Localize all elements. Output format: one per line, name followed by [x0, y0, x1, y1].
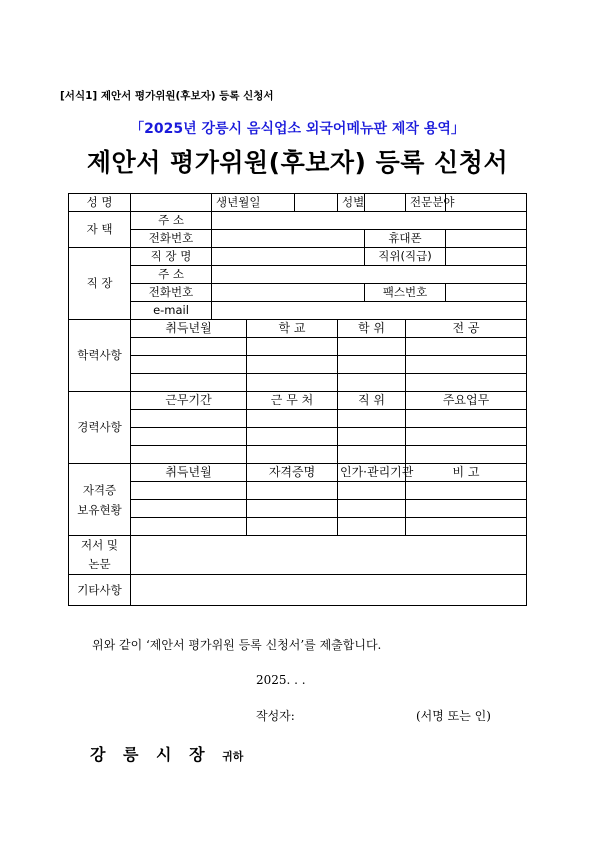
education-header: 학 교	[247, 320, 338, 338]
date-line: 2025. . .	[256, 673, 306, 687]
education-header: 전 공	[406, 320, 527, 338]
certificate-header: 자격증명	[247, 464, 338, 482]
career-cell[interactable]	[406, 446, 527, 464]
certificate-row	[69, 482, 527, 500]
education-label: 학력사항	[69, 320, 131, 392]
certificate-cell[interactable]	[406, 482, 527, 500]
certificate-row	[69, 500, 527, 518]
recipient	[90, 742, 243, 765]
publications-label-line1: 저서 및	[81, 538, 118, 552]
fax-label: 팩스번호	[365, 284, 446, 302]
work-address-field[interactable]	[212, 266, 527, 284]
certificate-cell[interactable]	[131, 500, 247, 518]
form-number-label: [서식1] 제안서 평가위원(후보자) 등록 신청서	[60, 90, 274, 102]
home-phone-field[interactable]	[212, 230, 365, 248]
certificate-header: 비 고	[406, 464, 527, 482]
career-cell[interactable]	[247, 428, 338, 446]
certificate-row	[69, 518, 527, 536]
education-cell[interactable]	[338, 356, 406, 374]
gender-label: 성별	[338, 194, 365, 212]
career-header: 근무기간	[131, 392, 247, 410]
certificates-label	[69, 464, 131, 536]
certificate-cell[interactable]	[247, 482, 338, 500]
education-row	[69, 356, 527, 374]
career-cell[interactable]	[247, 410, 338, 428]
career-row	[69, 428, 527, 446]
home-address-label: 주 소	[131, 212, 212, 230]
workplace-field[interactable]	[212, 248, 365, 266]
career-label: 경력사항	[69, 392, 131, 464]
education-cell[interactable]	[131, 356, 247, 374]
certificate-cell[interactable]	[247, 518, 338, 536]
education-cell[interactable]	[247, 356, 338, 374]
submission-statement: 위와 같이 ‘제안서 평가위원 등록 신청서’를 제출합니다.	[92, 638, 382, 652]
work-address-label: 주 소	[131, 266, 212, 284]
certificate-cell[interactable]	[406, 518, 527, 536]
birth-field[interactable]	[295, 194, 338, 212]
recipient-name: 강 릉 시 장	[90, 745, 211, 764]
education-cell[interactable]	[338, 338, 406, 356]
author-label: 작성자:	[256, 709, 295, 723]
education-cell[interactable]	[247, 338, 338, 356]
education-header: 학 위	[338, 320, 406, 338]
career-cell[interactable]	[131, 446, 247, 464]
birth-label: 생년월일	[212, 194, 295, 212]
home-address-field[interactable]	[212, 212, 527, 230]
career-header: 주요업무	[406, 392, 527, 410]
fax-field[interactable]	[446, 284, 527, 302]
education-header: 취득년월	[131, 320, 247, 338]
education-row	[69, 374, 527, 392]
career-cell[interactable]	[131, 428, 247, 446]
home-phone-label: 전화번호	[131, 230, 212, 248]
career-header: 직 위	[338, 392, 406, 410]
education-cell[interactable]	[406, 374, 527, 392]
work-label: 직 장	[69, 248, 131, 320]
certificate-cell[interactable]	[406, 500, 527, 518]
document-title: 제안서 평가위원(후보자) 등록 신청서	[86, 148, 509, 177]
publications-label-line2: 논문	[88, 557, 111, 571]
education-cell[interactable]	[247, 374, 338, 392]
recipient-suffix: 귀하	[222, 750, 244, 763]
certificate-cell[interactable]	[338, 518, 406, 536]
other-field[interactable]	[131, 575, 527, 606]
publications-label	[69, 536, 131, 575]
certificates-label-line2: 보유현황	[77, 502, 122, 517]
career-cell[interactable]	[338, 446, 406, 464]
certificate-cell[interactable]	[131, 482, 247, 500]
signature-label: (서명 또는 인)	[416, 709, 491, 723]
position-label: 직위(직급)	[365, 248, 446, 266]
specialty-label: 전문분야	[406, 194, 446, 212]
career-cell[interactable]	[406, 428, 527, 446]
mobile-label: 휴대폰	[365, 230, 446, 248]
publications-field[interactable]	[131, 536, 527, 575]
career-cell[interactable]	[338, 428, 406, 446]
career-cell[interactable]	[247, 446, 338, 464]
certificate-cell[interactable]	[338, 482, 406, 500]
career-cell[interactable]	[406, 410, 527, 428]
career-cell[interactable]	[338, 410, 406, 428]
work-phone-label: 전화번호	[131, 284, 212, 302]
workplace-label: 직 장 명	[131, 248, 212, 266]
career-row	[69, 446, 527, 464]
certificate-header: 인가·관리기관	[338, 464, 406, 482]
certificate-header: 취득년월	[131, 464, 247, 482]
career-header: 근 무 처	[247, 392, 338, 410]
specialty-field[interactable]	[446, 194, 527, 212]
name-label: 성 명	[69, 194, 131, 212]
other-label: 기타사항	[69, 575, 131, 606]
career-row	[69, 410, 527, 428]
work-phone-field[interactable]	[212, 284, 365, 302]
gender-field[interactable]	[365, 194, 406, 212]
name-row	[69, 194, 527, 212]
certificate-cell[interactable]	[131, 518, 247, 536]
project-title: 「2025년 강릉시 음식업소 외국어메뉴판 제작 용역」	[130, 121, 465, 137]
education-row	[69, 338, 527, 356]
education-cell[interactable]	[406, 338, 527, 356]
education-cell[interactable]	[131, 338, 247, 356]
certificates-label-line1: 자격증	[82, 482, 117, 497]
education-cell[interactable]	[131, 374, 247, 392]
email-label: e-mail	[131, 302, 212, 320]
name-field[interactable]	[131, 194, 212, 212]
mobile-field[interactable]	[446, 230, 527, 248]
certificate-cell[interactable]	[338, 500, 406, 518]
career-cell[interactable]	[131, 410, 247, 428]
education-cell[interactable]	[338, 374, 406, 392]
position-field[interactable]	[446, 248, 527, 266]
email-field[interactable]	[212, 302, 527, 320]
certificate-cell[interactable]	[247, 500, 338, 518]
home-label: 자 택	[69, 212, 131, 248]
application-form-table	[68, 193, 527, 606]
education-cell[interactable]	[406, 356, 527, 374]
